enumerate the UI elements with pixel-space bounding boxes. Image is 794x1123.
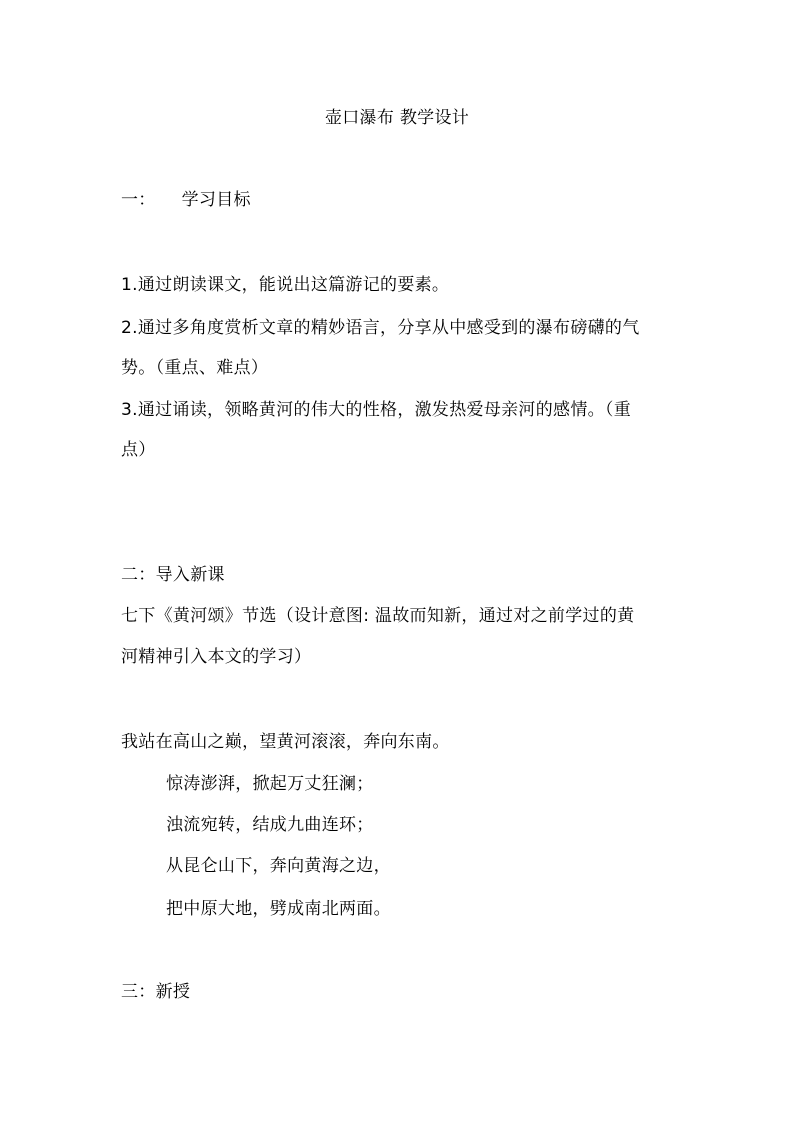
- objective-item-3: 3.通过诵读，领略黄河的伟大的性格，激发热爱母亲河的感情。（重: [121, 400, 632, 420]
- intro-text-line-1: 七下《黄河颂》节选（设计意图: 温故而知新，通过对之前学过的黄: [121, 606, 635, 626]
- poem-line: 从昆仑山下，奔向黄海之边，: [166, 856, 391, 876]
- section-number: 一：: [121, 190, 156, 210]
- document-title: 壶口瀑布 教学设计: [324, 108, 470, 128]
- intro-text-line-2: 河精神引入本文的学习）: [121, 647, 312, 667]
- poem-line: 把中原大地，劈成南北两面。: [166, 899, 391, 919]
- objective-item-3-cont: 点）: [121, 440, 156, 460]
- poem-line: 惊涛澎湃，掀起万丈狂澜；: [166, 774, 374, 794]
- section-heading-intro: 二：导入新课: [121, 565, 225, 585]
- objective-item-2: 2.通过多角度赏析文章的精妙语言，分享从中感受到的瀑布磅礴的气: [121, 318, 640, 338]
- section-title: 学习目标: [181, 190, 251, 210]
- objective-item-2-cont: 势。（重点、难点）: [121, 358, 269, 378]
- section-heading-new-lesson: 三：新授: [121, 982, 191, 1002]
- objective-item-1: 1.通过朗读课文，能说出这篇游记的要素。: [121, 275, 450, 295]
- section-heading-objectives: [121, 190, 251, 210]
- poem-line: 浊流宛转，结成九曲连环；: [166, 815, 374, 835]
- poem-first-line: 我站在高山之巅，望黄河滚滚，奔向东南。: [121, 732, 450, 752]
